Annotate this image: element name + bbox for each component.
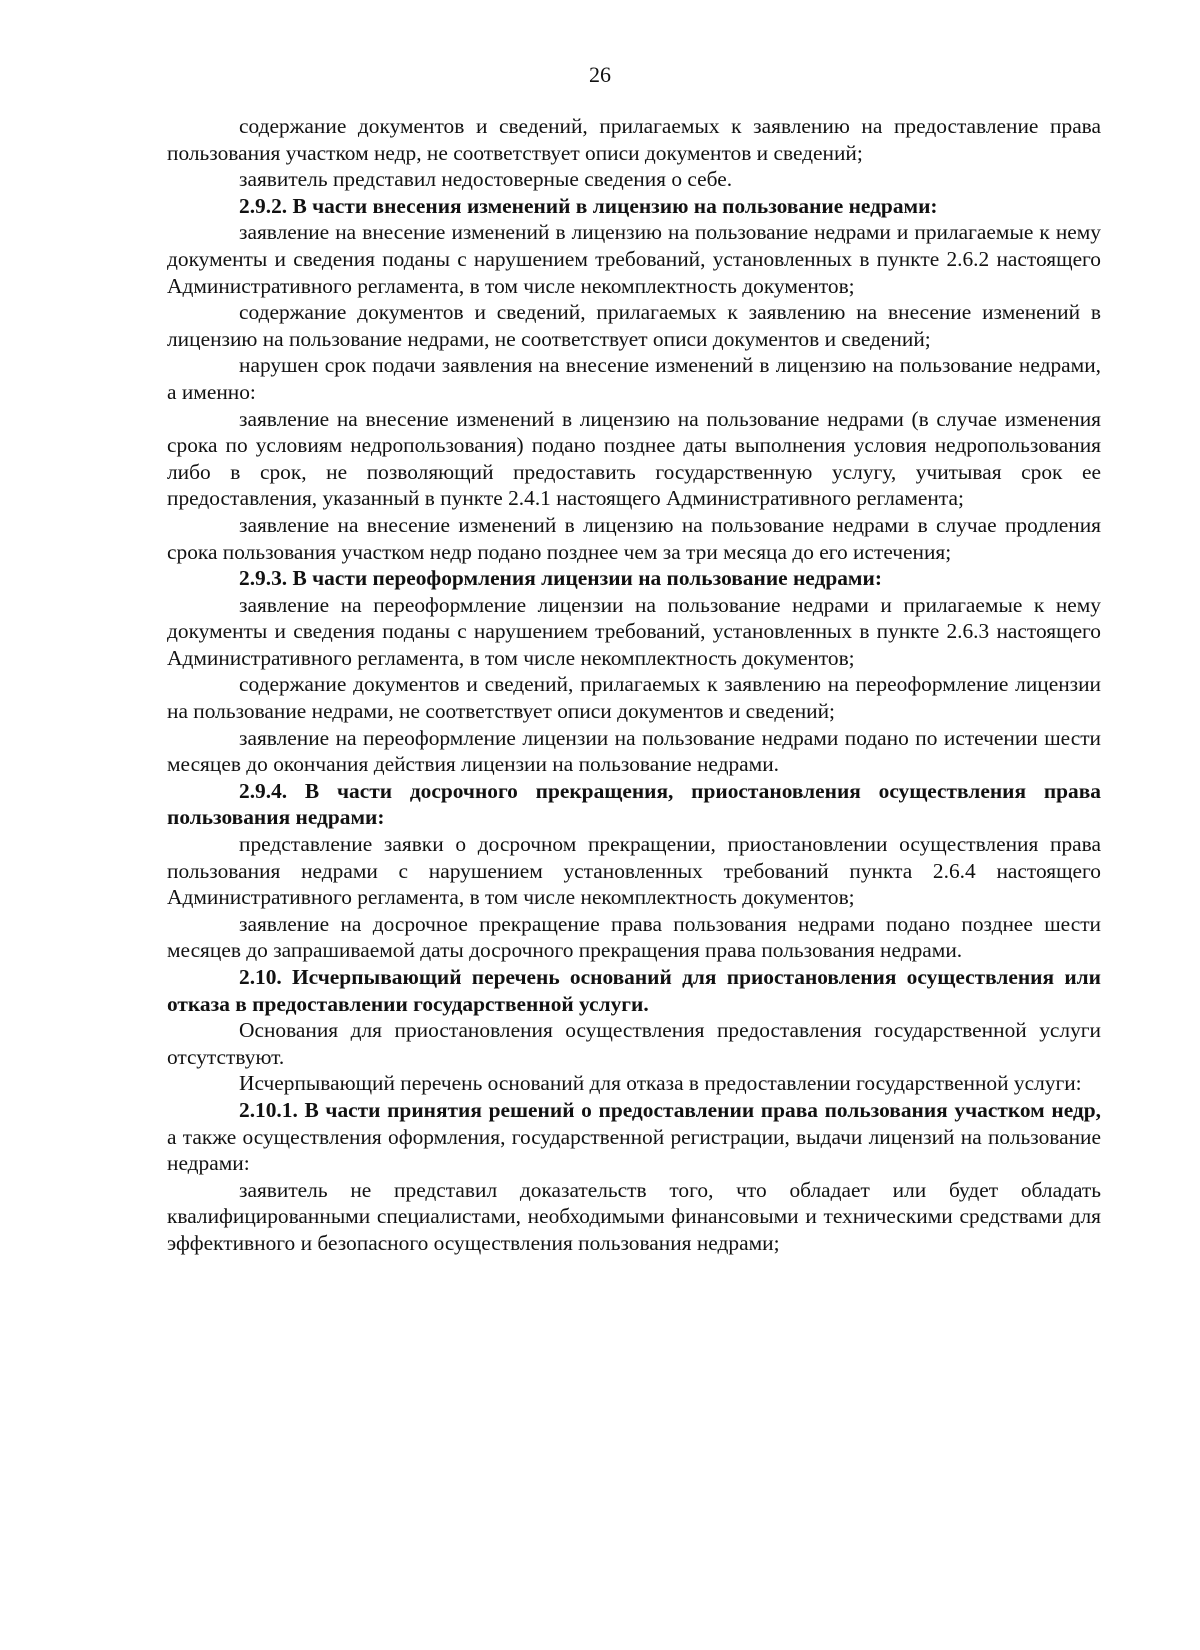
section-heading: 2.9.4. В части досрочного прекращения, приостановления осуществления права пользования недрами:: [167, 778, 1101, 830]
page-number: 26: [589, 62, 611, 87]
paragraph: заявление на переоформление лицензии на пользование недрами подано по истечении шести месяцев до окончания действия лицензии на пользование недрами.: [167, 725, 1101, 777]
paragraph: заявление на переоформление лицензии на пользование недрами и прилагаемые к нему документы и сведения поданы с нарушением требований, установленных в пункте 2.6.3 настоящего Административного регламента, в том числе некомплектность документов;: [167, 592, 1101, 670]
mixed-heading-paragraph: [167, 1097, 1101, 1177]
paragraph: Исчерпывающий перечень оснований для отказа в предоставлении государственной услуги:: [239, 1071, 1082, 1096]
paragraph: нарушен срок подачи заявления на внесение изменений в лицензию на пользование недрами, а именно:: [167, 353, 1101, 404]
paragraph: заявитель не представил доказательств того, что обладает или будет обладать квалифицированными специалистами, необходимыми финансовыми и техническими средствами для эффективного и безопасного осуществления пользования недрами;: [167, 1177, 1101, 1255]
paragraph: заявление на внесение изменений в лицензию на пользование недрами в случае продления срока пользования участком недр подано позднее чем за три месяца до его истечения;: [167, 512, 1101, 564]
paragraph: заявитель представил недостоверные сведения о себе.: [239, 167, 733, 192]
paragraph: представление заявки о досрочном прекращении, приостановлении осуществления права пользования недрами с нарушением установленных требований пункта 2.6.4 настоящего Административного регламента, в том числе некомплектность документов;: [167, 832, 1101, 910]
paragraph: содержание документов и сведений, прилагаемых к заявлению на внесение изменений в лицензию на пользование недрами, не соответствует описи документов и сведений;: [167, 300, 1101, 351]
mixed-paragraph-regular: а также осуществления оформления, государственной регистрации, выдачи лицензий на пользование недрами:: [167, 1124, 1101, 1176]
paragraph: Основания для приостановления осуществления предоставления государственной услуги отсутствуют.: [167, 1018, 1101, 1069]
paragraph: заявление на внесение изменений в лицензию на пользование недрами (в случае изменения срока по условиям недропользования) подано позднее даты выполнения условия недропользования либо в срок, не позволяющий предоставить государственную услугу, учитывая срок ее предоставления, указанный в пункте 2.4.1 настоящего Административного регламента;: [167, 406, 1101, 511]
paragraph: заявление на внесение изменений в лицензию на пользование недрами и прилагаемые к нему документы и сведения поданы с нарушением требований, установленных в пункте 2.6.2 настоящего Административного регламента, в том числе некомплектность документов;: [167, 220, 1101, 298]
mixed-paragraph-bold: 2.10.1. В части принятия решений о предоставлении права пользования участком недр,: [239, 1097, 1101, 1122]
document-body: [167, 113, 1101, 1257]
paragraph: заявление на досрочное прекращение права пользования недрами подано позднее шести месяцев до запрашиваемой даты досрочного прекращения права пользования недрами.: [167, 911, 1101, 963]
paragraph: содержание документов и сведений, прилагаемых к заявлению на переоформление лицензии на пользование недрами, не соответствует описи документов и сведений;: [167, 672, 1101, 724]
paragraph: содержание документов и сведений, прилагаемых к заявлению на предоставление права пользования участком недр, не соответствует описи документов и сведений;: [167, 114, 1101, 165]
section-heading: 2.10. Исчерпывающий перечень оснований для приостановления осуществления или отказа в предоставлении государственной услуги.: [167, 965, 1101, 1016]
section-heading: 2.9.3. В части переоформления лицензии на пользование недрами:: [239, 566, 882, 591]
section-heading: 2.9.2. В части внесения изменений в лицензию на пользование недрами:: [239, 193, 938, 218]
